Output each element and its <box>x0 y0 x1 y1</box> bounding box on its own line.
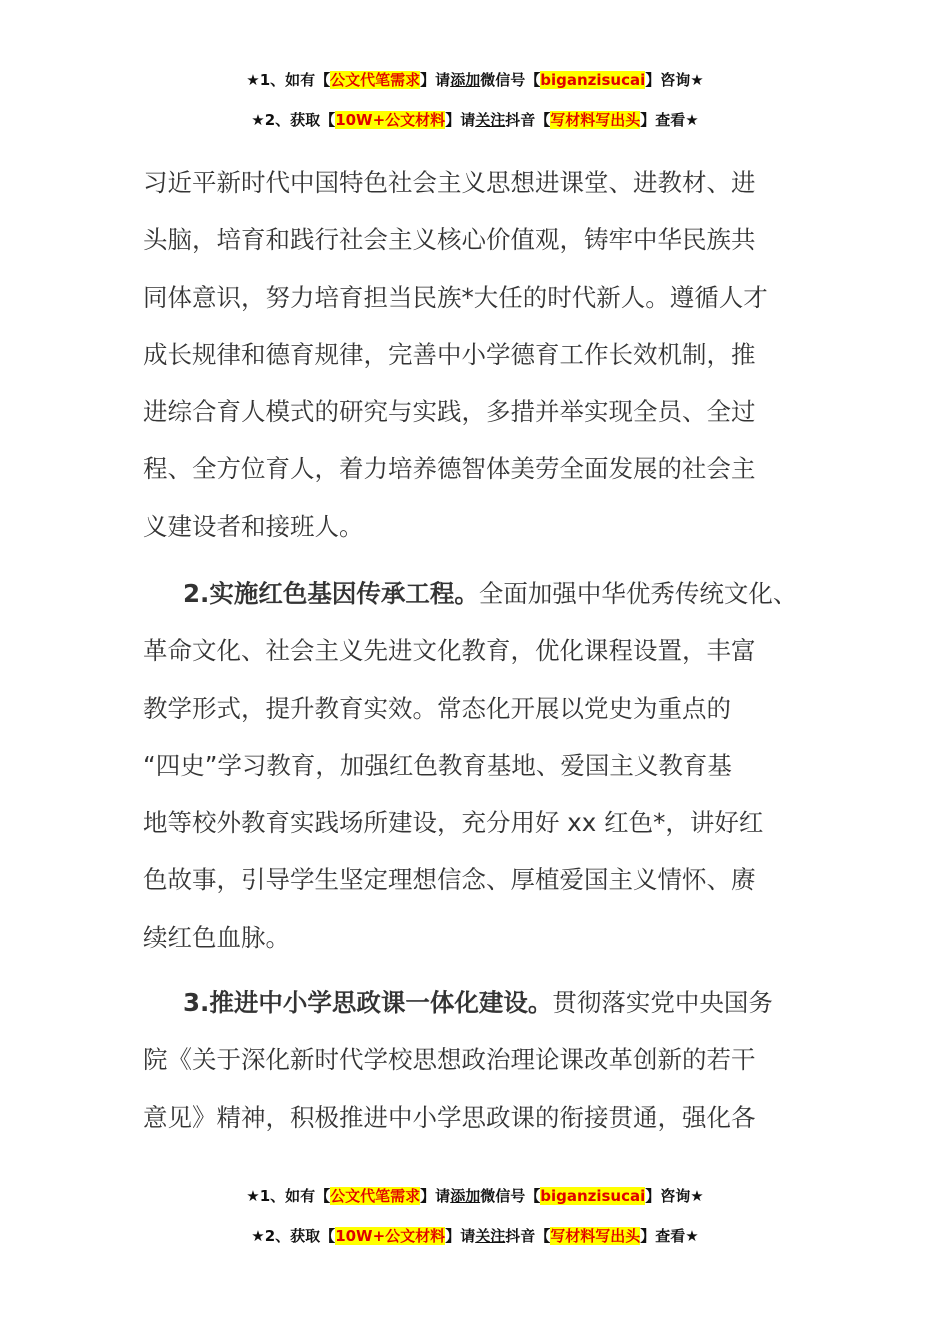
text-run: 全面加强中华优秀传统文化、 <box>478 579 798 608</box>
promo-highlight: 公文代笔需求 <box>330 1187 421 1205</box>
text-line: 同体意识，努力培育担当民族*大任的时代新人。遵循人才 <box>143 282 768 312</box>
text-line: “四史”学习教育，加强红色教育基地、爱国主义教育基 <box>143 750 732 780</box>
promo-highlight: 10W+公文材料 <box>335 111 446 129</box>
promo-underline: 添加 <box>450 1187 481 1205</box>
text-line: 续红色血脉。 <box>143 922 290 952</box>
text-line: 地等校外教育实践场所建设，充分用好 xx 红色*，讲好红 <box>143 808 764 838</box>
text-line: 革命文化、社会主义先进文化教育，优化课程设置，丰富 <box>143 636 756 666</box>
promo-text: 】请 <box>445 1227 476 1245</box>
promo-line-douyin-bottom <box>0 1226 950 1246</box>
promo-underline: 添加 <box>450 71 481 89</box>
promo-highlight: 写材料写出头 <box>550 1227 641 1245</box>
promo-highlight: 10W+公文材料 <box>335 1227 446 1245</box>
promo-text: ★2、获取【 <box>251 111 336 129</box>
promo-text: 】查看★ <box>640 1227 699 1245</box>
promo-underline: 关注 <box>475 1227 506 1245</box>
promo-text: 】请 <box>420 71 451 89</box>
paragraph-3 <box>143 974 823 1146</box>
promo-text: 】咨询★ <box>645 1187 704 1205</box>
paragraph-2 <box>143 565 823 966</box>
promo-text: 抖音【 <box>505 1227 551 1245</box>
promo-text: 】咨询★ <box>645 71 704 89</box>
text-line: 色故事，引导学生坚定理想信念、厚植爱国主义情怀、赓 <box>143 865 756 895</box>
text-line: 习近平新时代中国特色社会主义思想进课堂、进教材、进 <box>143 168 756 197</box>
promo-text: ★2、获取【 <box>251 1227 336 1245</box>
promo-highlight: biganzisucai <box>540 71 646 89</box>
promo-line-douyin-top <box>0 110 950 130</box>
text-line: 意见》精神，积极推进中小学思政课的衔接贯通，强化各 <box>143 1102 756 1132</box>
section-heading: 2.实施红色基因传承工程。 <box>183 579 479 608</box>
text-line: 院《关于深化新时代学校思想政治理论课改革创新的若干 <box>143 1045 756 1075</box>
text-line: 头脑，培育和践行社会主义核心价值观，铸牢中华民族共 <box>143 225 756 255</box>
promo-text: 】请 <box>420 1187 451 1205</box>
promo-text: 微信号【 <box>480 1187 541 1205</box>
text-line-first <box>143 565 823 622</box>
text-line-first <box>143 974 823 1031</box>
section-heading: 3.推进中小学思政课一体化建设。 <box>183 988 553 1017</box>
promo-underline: 关注 <box>475 111 506 129</box>
promo-text: 微信号【 <box>480 71 541 89</box>
promo-line-wechat-top <box>0 70 950 90</box>
promo-highlight: 公文代笔需求 <box>330 71 421 89</box>
text-run: 贯彻落实党中央国务 <box>552 988 773 1017</box>
text-line: 进综合育人模式的研究与实践，多措并举实现全员、全过 <box>143 397 756 427</box>
promo-text: ★1、如有【 <box>246 1187 331 1205</box>
text-line: 程、全方位育人，着力培养德智体美劳全面发展的社会主 <box>143 454 756 484</box>
promo-text: 】查看★ <box>640 111 699 129</box>
promo-text: ★1、如有【 <box>246 71 331 89</box>
text-line: 义建设者和接班人。 <box>143 511 364 541</box>
promo-text: 抖音【 <box>505 111 551 129</box>
promo-highlight: 写材料写出头 <box>550 111 641 129</box>
text-line: 成长规律和德育规律，完善中小学德育工作长效机制，推 <box>143 339 756 369</box>
text-line: 教学形式，提升教育实效。常态化开展以党史为重点的 <box>143 693 731 723</box>
promo-text: 】请 <box>445 111 476 129</box>
paragraph-1 <box>143 154 823 555</box>
promo-line-wechat-bottom <box>0 1186 950 1206</box>
promo-highlight: biganzisucai <box>540 1187 646 1205</box>
